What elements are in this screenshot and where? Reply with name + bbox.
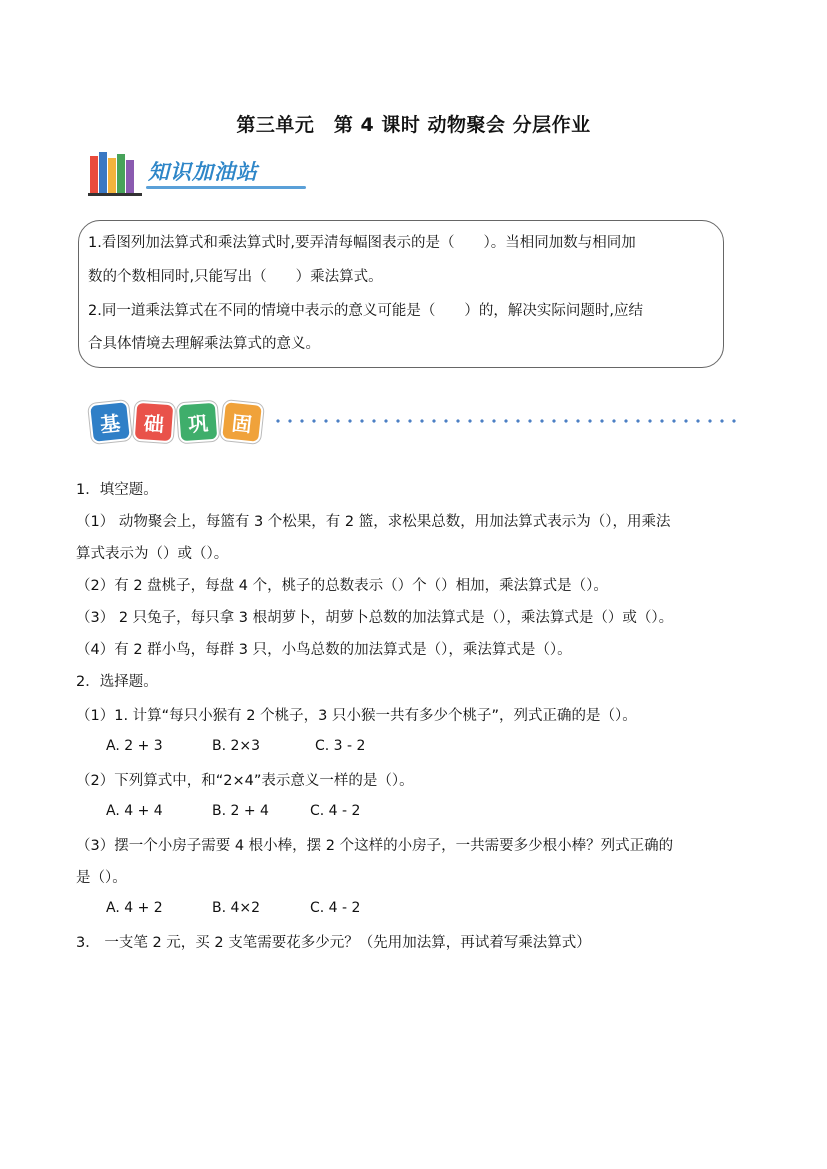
banner-char-1: 基 [88, 400, 132, 444]
knowledge-line-3: 2.同一道乘法算式在不同的情境中表示的意义可能是（ ）的，解决实际问题时,应结 [88, 303, 643, 319]
s2-q1-option-c: C. 3 - 2 [315, 738, 366, 754]
banner-char-4: 固 [220, 400, 264, 444]
s2-q2-option-a: A. 4 + 4 [106, 803, 163, 819]
s2-q3-option-b: B. 4×2 [212, 900, 261, 916]
s2-q1: （1）1. 计算“每只小猴有 2 个桃子，3 只小猴一共有多少个桃子”，列式正确的是（）。 [76, 708, 637, 724]
knowledge-line-4: 合具体情境去理解乘法算式的意义。 [88, 336, 320, 352]
banner-char-3: 巩 [177, 401, 220, 444]
s2-q2-option-c: C. 4 - 2 [310, 803, 361, 819]
s2-q1-option-b: B. 2×3 [212, 738, 261, 754]
s2-q3-option-a: A. 4 + 2 [106, 900, 163, 916]
basic-banner [90, 402, 262, 442]
knowledge-line-2: 数的个数相同时,只能写出（ ）乘法算式。 [88, 269, 383, 285]
s2-q3-line2: 是（）。 [76, 870, 127, 886]
section2-heading: 2．选择题。 [76, 674, 158, 690]
banner-underline [146, 186, 306, 189]
s1-q3: （3） 2 只兔子，每只拿 3 根胡萝卜，胡萝卜总数的加法算式是（），乘法算式是（）或（）。 [76, 610, 674, 626]
s2-q3-line1: （3）摆一个小房子需要 4 根小棒，摆 2 个这样的小房子，一共需要多少根小棒？列式正确的 [76, 838, 674, 854]
knowledge-line-1: 1.看图列加法算式和乘法算式时,要弄清每幅图表示的是（ ）。当相同加数与相同加 [88, 235, 636, 251]
banner-char-2: 础 [133, 401, 176, 444]
s2-q3-option-c: C. 4 - 2 [310, 900, 361, 916]
s1-q1-line2: 算式表示为（）或（）。 [76, 546, 229, 562]
dotted-divider [272, 418, 742, 424]
s1-q4: （4）有 2 群小鸟，每群 3 只，小鸟总数的加法算式是（），乘法算式是（）。 [76, 642, 572, 658]
s2-q1-option-a: A. 2 + 3 [106, 738, 163, 754]
s2-q2-option-b: B. 2 + 4 [212, 803, 269, 819]
page-title: 第三单元 第 4 课时 动物聚会 分层作业 [236, 114, 591, 136]
s1-q1-line1: （1） 动物聚会上，每篮有 3 个松果，有 2 篮，求松果总数，用加法算式表示为（），用乘法 [76, 514, 671, 530]
s1-q2: （2）有 2 盘桃子，每盘 4 个，桃子的总数表示（）个（）相加，乘法算式是（）。 [76, 578, 608, 594]
s2-q2: （2）下列算式中，和“2×4”表示意义一样的是（）。 [76, 773, 414, 789]
knowledge-banner [88, 148, 318, 198]
section3-question: 3． 一支笔 2 元，买 2 支笔需要花多少元？（先用加法算，再试着写乘法算式） [76, 935, 591, 951]
section1-heading: 1．填空题。 [76, 482, 158, 498]
knowledge-banner-title: 知识加油站 [148, 160, 258, 184]
books-icon [88, 150, 144, 196]
